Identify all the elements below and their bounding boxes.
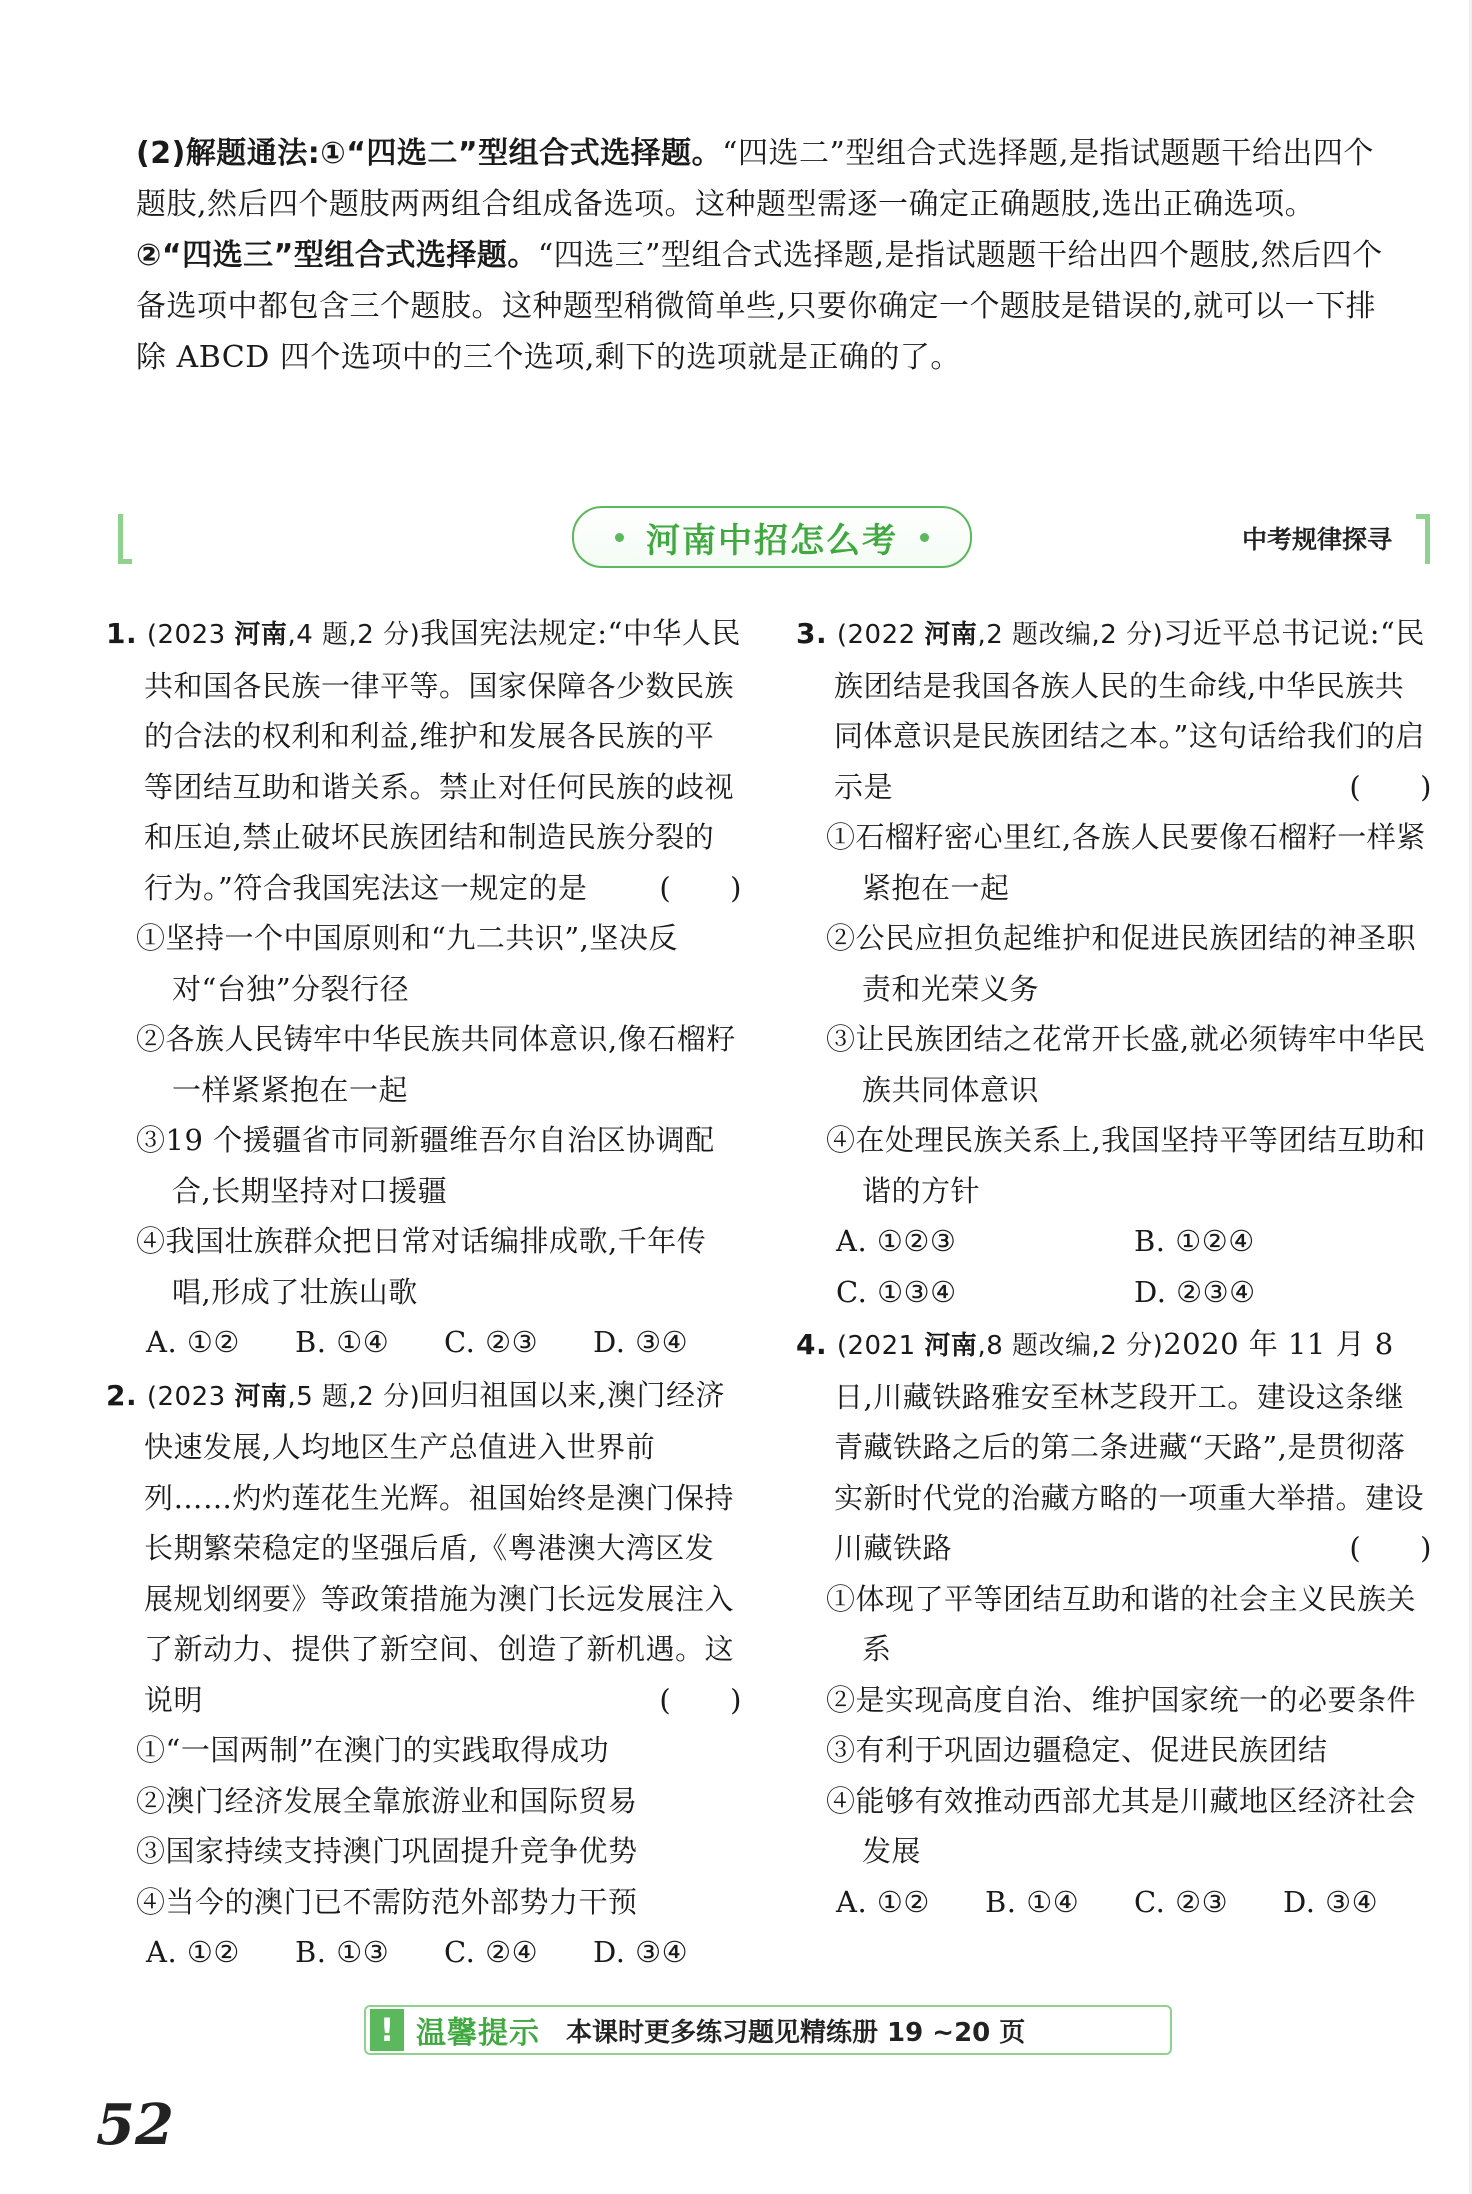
question-source xyxy=(837,1331,1163,1361)
choice-c[interactable]: C. ②③ xyxy=(1134,1884,1229,1919)
source-detail: ,2 题改编,2 分) xyxy=(977,620,1164,650)
option-item: ①“一国两制”在澳门的实践取得成功 xyxy=(136,1733,610,1767)
stem-text: 回归祖国以来,澳门经济快速发展,人均地区生产总值进入世界前列……灼灼莲花生光辉。祖国始终是澳门保持长期繁荣稳定的坚强后盾,《粤港澳大湾区发展规划纲要》等政策措施为澳门长远发展注入了新动力、提供了新空间、创造了新机遇。这说明 xyxy=(144,1377,735,1717)
section-subtitle: 中考规律探寻 xyxy=(1241,525,1392,554)
option-item: ④我国壮族群众把日常对话编排成歌,千年传唱,形成了壮族山歌 xyxy=(136,1224,707,1309)
option-item: ③19 个援疆省市同新疆维吾尔自治区协调配合,长期坚持对口援疆 xyxy=(136,1123,715,1208)
answer-parentheses[interactable]: ( ) xyxy=(1349,769,1432,804)
option-item: ③让民族团结之花常开长盛,就必须铸牢中华民族共同体意识 xyxy=(826,1022,1426,1107)
choice-b[interactable]: B. ①③ xyxy=(295,1935,390,1969)
method-paragraph-1 xyxy=(136,128,1404,230)
option-item: ①体现了平等团结互助和谐的社会主义民族关系 xyxy=(826,1581,1417,1666)
question-stem xyxy=(106,608,742,913)
stem-text: 我国宪法规定:“中华人民共和国各民族一律平等。国家保障各少数民族的合法的权利和利益,维护和发展各民族的平等团结互助和谐关系。禁止对任何民族的歧视和压迫,禁止破坏民族团结和制造民族分裂的行为。”符合我国宪法这一规定的是 xyxy=(144,616,741,905)
question-2 xyxy=(106,1370,742,1978)
section-title-pill xyxy=(572,506,972,568)
option-item: ④当今的澳门已不需防范外部势力干预 xyxy=(136,1884,638,1919)
answer-choices xyxy=(796,1216,1432,1317)
option-item: ④能够有效推动西部尤其是川藏地区经济社会发展 xyxy=(826,1783,1417,1868)
tip-box xyxy=(364,2005,1172,2055)
page-number: 52 xyxy=(96,2092,174,2158)
answer-parentheses[interactable]: ( ) xyxy=(659,870,742,905)
source-region: 河南 xyxy=(924,1331,978,1361)
tip-label: 温馨提示 xyxy=(416,2016,540,2051)
dot-icon xyxy=(615,533,624,542)
answer-parentheses[interactable]: ( ) xyxy=(1349,1531,1432,1565)
source-region: 河南 xyxy=(234,1381,288,1412)
option-item: ②公民应担负起维护和促进民族团结的神圣职责和光荣义务 xyxy=(826,921,1417,1006)
source-detail: ,8 题改编,2 分) xyxy=(977,1331,1164,1361)
question-stem xyxy=(106,1370,742,1726)
choice-b[interactable]: B. ①②④ xyxy=(1134,1224,1255,1258)
option-item: ④在处理民族关系上,我国坚持平等团结互助和谐的方针 xyxy=(826,1123,1426,1208)
stem-text: 习近平总书记说:“民族团结是我国各族人民的生命线,中华民族共同体意识是民族团结之本。”这句话给我们的启示是 xyxy=(834,616,1425,804)
source-detail: ,4 题,2 分) xyxy=(287,620,421,650)
section-banner xyxy=(118,506,1430,570)
choice-a[interactable]: A. ①② xyxy=(146,1325,240,1359)
question-source xyxy=(837,620,1163,650)
choice-d[interactable]: D. ③④ xyxy=(593,1935,689,1969)
question-source xyxy=(147,620,420,650)
choice-a[interactable]: A. ①② xyxy=(146,1935,240,1969)
answer-parentheses[interactable]: ( ) xyxy=(659,1682,742,1717)
source-year: (2022 xyxy=(836,620,925,650)
option-item: ③有利于巩固边疆稳定、促进民族团结 xyxy=(826,1733,1328,1767)
method-2-text: “四选三”型组合式选择题,是指试题题干给出四个题肢,然后四个备选项中都包含三个题肢。这种题型稍微简单些,只要你确定一个题肢是错误的,就可以一下排除 ABCD 四个选项中的三个选项,剩下的选项就是正确的了。 xyxy=(136,238,1383,375)
question-3 xyxy=(796,608,1432,1317)
choice-b[interactable]: B. ①④ xyxy=(295,1325,390,1359)
option-item: ③国家持续支持澳门巩固提升竞争优势 xyxy=(136,1834,638,1868)
left-bracket-decoration xyxy=(118,514,132,564)
method-1-text: “四选二”型组合式选择题,是指试题题干给出四个题肢,然后四个题肢两两组合组成备选项。这种题型需逐一确定正确题肢,选出正确选项。 xyxy=(136,136,1374,222)
exclamation-icon: ! xyxy=(370,2009,404,2051)
option-item: ②澳门经济发展全靠旅游业和国际贸易 xyxy=(136,1783,638,1818)
option-item: ②是实现高度自治、维护国家统一的必要条件 xyxy=(826,1682,1417,1717)
source-region: 河南 xyxy=(234,620,288,650)
choice-d[interactable]: D. ③④ xyxy=(593,1325,689,1359)
option-item: ①石榴籽密心里红,各族人民要像石榴籽一样紧紧抱在一起 xyxy=(826,820,1426,905)
question-4 xyxy=(796,1319,1432,1927)
method-1-label: (2)解题通法:①“四选二”型组合式选择题。 xyxy=(136,136,723,171)
question-number: 4. xyxy=(796,1328,828,1361)
question-number: 3. xyxy=(796,617,828,650)
source-year: (2023 xyxy=(146,620,235,650)
choice-d[interactable]: D. ③④ xyxy=(1283,1884,1379,1919)
source-year: (2021 xyxy=(836,1331,925,1361)
choice-d[interactable]: D. ②③④ xyxy=(1134,1274,1256,1309)
dot-icon xyxy=(920,533,929,542)
choice-c[interactable]: C. ②③ xyxy=(444,1325,539,1359)
answer-choices xyxy=(106,1317,742,1368)
choice-c[interactable]: C. ①③④ xyxy=(836,1274,957,1309)
answer-choices xyxy=(796,1877,1432,1928)
solution-method-text xyxy=(136,128,1404,383)
tip-text: 本课时更多练习题见精练册 19 ~20 页 xyxy=(566,2017,1026,2048)
choice-a[interactable]: A. ①② xyxy=(836,1884,930,1919)
source-detail: ,5 题,2 分) xyxy=(287,1381,421,1412)
left-column xyxy=(106,608,742,1980)
source-region: 河南 xyxy=(924,620,978,650)
choice-c[interactable]: C. ②④ xyxy=(444,1935,539,1969)
option-item: ①坚持一个中国原则和“九二共识”,坚决反对“台独”分裂行径 xyxy=(136,921,678,1006)
choice-b[interactable]: B. ①④ xyxy=(985,1884,1080,1919)
method-2-label: ②“四选三”型组合式选择题。 xyxy=(136,238,538,273)
option-item: ②各族人民铸牢中华民族共同体意识,像石榴籽一样紧紧抱在一起 xyxy=(136,1022,736,1107)
question-source xyxy=(147,1382,420,1412)
section-title: 河南中招怎么考 xyxy=(646,520,898,561)
question-number: 2. xyxy=(106,1378,138,1412)
question-stem xyxy=(796,608,1432,812)
right-column xyxy=(796,608,1432,1929)
question-number: 1. xyxy=(106,617,138,650)
source-year: (2023 xyxy=(146,1381,235,1412)
right-bracket-decoration xyxy=(1416,514,1430,564)
method-paragraph-2 xyxy=(136,230,1404,383)
question-stem xyxy=(796,1319,1432,1574)
choice-a[interactable]: A. ①②③ xyxy=(836,1224,957,1258)
stem-text: 2020 年 11 月 8 日,川藏铁路雅安至林芝段开工。建设这条继青藏铁路之后的第二条进藏“天路”,是贯彻落实新时代党的治藏方略的一项重大举措。建设川藏铁路 xyxy=(834,1327,1425,1565)
answer-choices xyxy=(106,1927,742,1978)
question-1 xyxy=(106,608,742,1368)
